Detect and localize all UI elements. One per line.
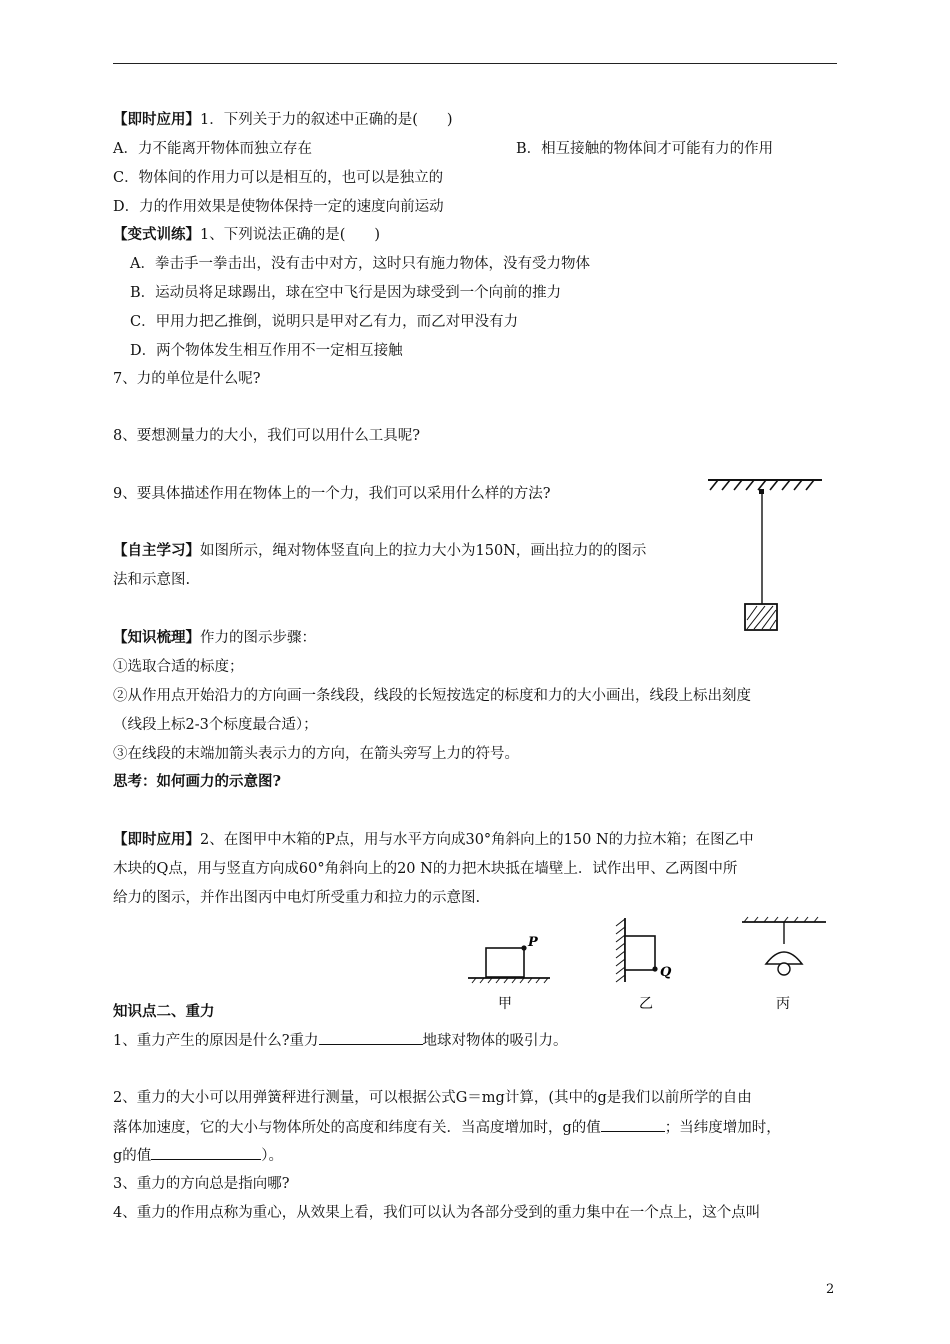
label-yi: 乙: [639, 996, 653, 1012]
gravity-q2-line-1: 2、重力的大小可以用弹簧秤进行测量，可以根据公式G＝mg计算，(其中的g是我们以前所学的自由: [113, 1090, 752, 1106]
light-bulb: [778, 963, 790, 975]
self-study-text-2: 法和示意图.: [113, 572, 191, 588]
q3-line-3: 给力的图示，并作出图丙中电灯所受重力和拉力的示意图.: [113, 890, 481, 906]
summary-title: 作力的图示步骤：: [200, 630, 316, 646]
q2-stem-line: [113, 225, 380, 245]
gravity-heading: 知识点二、重力: [113, 1003, 215, 1020]
lamp-shade: [766, 952, 802, 964]
q1-option-a: A．力不能离开物体而独立存在: [113, 141, 312, 157]
gravity-q1: [113, 1030, 568, 1051]
q2-option-b: B．运动员将足球踢出，球在空中飞行是因为球受到一个向前的推力: [130, 285, 562, 301]
q1-tag: 【即时应用】: [113, 111, 200, 128]
gravity-q2-g: g的值: [113, 1148, 152, 1164]
summary-step-2: ②从作用点开始沿力的方向画一条线段，线段的长短按选定的标度和力的大小画出，线段上标出刻度: [113, 688, 751, 704]
label-bing: 丙: [776, 996, 790, 1012]
wall-hatch: [616, 919, 625, 982]
summary-step-1: ①选取合适的标度；: [113, 659, 244, 675]
summary-step-2-note: （线段上标2-3个标度最合适）；: [113, 717, 318, 733]
q1-option-d: D．力的作用效果是使物体保持一定的速度向前运动: [113, 199, 444, 215]
wooden-box: [486, 948, 524, 977]
summary-think: 思考：如何画力的示意图?: [113, 773, 281, 790]
gravity-height-blank[interactable]: [601, 1117, 665, 1132]
gravity-latitude-blank[interactable]: [151, 1145, 261, 1160]
gravity-q2-line-2: [113, 1117, 781, 1138]
q2-option-c: C．甲用力把乙推倒，说明只是甲对乙有力，而乙对甲没有力: [130, 314, 519, 330]
figure-yi: [612, 916, 692, 1018]
q1-stem-line: [113, 110, 453, 130]
gravity-q2-text: 落体加速度，它的大小与物体所处的高度和纬度有关．当高度增加时，g的值: [113, 1120, 601, 1136]
q2-stem: 1、下列说法正确的是( ): [200, 227, 381, 243]
q3-line-2: 木块的Q点，用与竖直方向成60°角斜向上的20 N的力把木块抵在墙壁上．试作出甲、乙两图中所: [113, 861, 738, 877]
self-study-text: 如图所示，绳对物体竖直向上的拉力大小为150N，画出拉力的的图示: [200, 543, 647, 559]
gravity-q1-text: 1、重力产生的原因是什么?重力: [113, 1033, 319, 1049]
gravity-q2-end: ）。: [261, 1148, 284, 1164]
q2-tag: 【变式训练】: [113, 226, 200, 243]
q3-line-1: [113, 830, 754, 850]
hanging-block-figure: [704, 468, 824, 638]
gravity-q2-text-mid: ；当纬度增加时，: [664, 1120, 781, 1136]
summary-tag: 【知识梳理】: [113, 629, 200, 646]
q3-text-1: 2、在图甲中木箱的P点，用与水平方向成30°角斜向上的150 N的力拉木箱；在图乙中: [200, 832, 754, 848]
label-p: P: [528, 935, 538, 950]
gravity-q4: 4、重力的作用点称为重心，从效果上看，我们可以认为各部分受到的重力集中在一个点上，这个点叫: [113, 1205, 761, 1221]
gravity-q3: 3、重力的方向总是指向哪?: [113, 1176, 290, 1192]
q1-option-c: C．物体间的作用力可以是相互的，也可以是独立的: [113, 170, 444, 186]
ceiling-hatch: [710, 480, 814, 490]
figure-bing: [738, 916, 830, 1018]
question-8: 8、要想测量力的大小，我们可以用什么工具呢?: [113, 428, 420, 444]
summary-step-3: ③在线段的末端加箭头表示力的方向，在箭头旁写上力的符号。: [113, 746, 519, 762]
gravity-q1-blank[interactable]: [319, 1030, 423, 1045]
wooden-block: [625, 936, 655, 970]
header-rule: [113, 63, 837, 64]
q2-option-a: A．拳击手一拳击出，没有击中对方，这时只有施力物体，没有受力物体: [130, 256, 590, 272]
summary-title-line: [113, 628, 316, 648]
label-q: Q: [660, 965, 672, 980]
self-study-line: [113, 541, 646, 561]
point-q: [652, 966, 657, 971]
q1-stem: 1．下列关于力的叙述中正确的是( ): [200, 112, 453, 128]
page-number: 2: [826, 1282, 835, 1297]
question-7: 7、力的单位是什么呢?: [113, 371, 261, 387]
self-study-tag: 【自主学习】: [113, 542, 200, 559]
question-9: 9、要具体描述作用在物体上的一个力，我们可以采用什么样的方法?: [113, 486, 551, 502]
q2-option-d: D．两个物体发生相互作用不一定相互接触: [130, 343, 403, 359]
gravity-q2-line-3: [113, 1145, 283, 1166]
q3-tag: 【即时应用】: [113, 831, 200, 848]
point-p: [521, 945, 526, 950]
label-jia: 甲: [498, 996, 512, 1012]
q1-option-b: B．相互接触的物体间才可能有力的作用: [516, 141, 774, 157]
gravity-q1-text-end: 地球对物体的吸引力。: [422, 1033, 568, 1049]
figure-jia: [466, 932, 556, 1018]
